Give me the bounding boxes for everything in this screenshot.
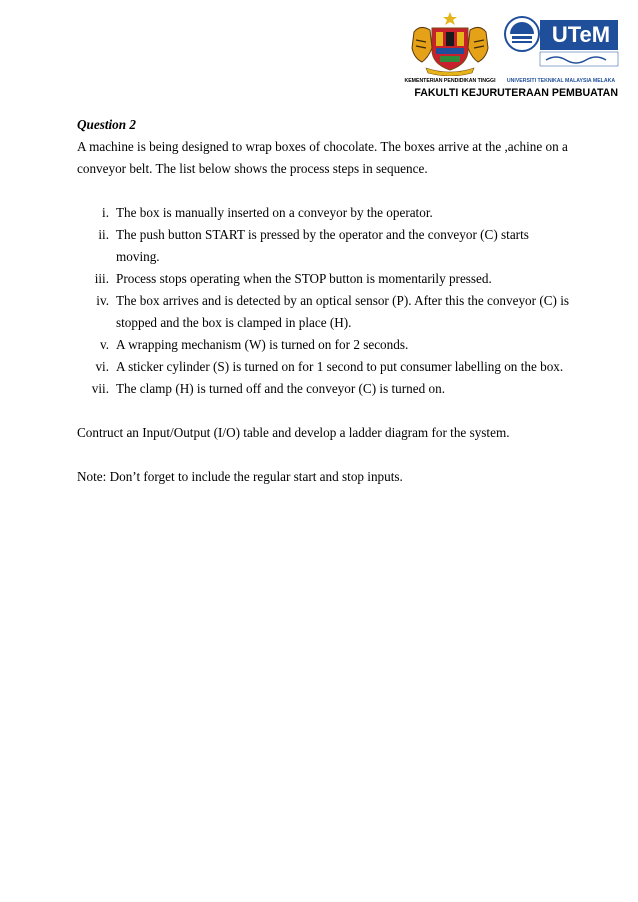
step-text-continued: stopped and the box is clamped in place (H). xyxy=(116,315,352,330)
list-item xyxy=(77,334,577,356)
step-text: A sticker cylinder (S) is turned on for 1 second to put consumer labelling on the box. xyxy=(116,359,564,374)
list-item xyxy=(77,268,577,290)
intro-line-2: conveyor belt. The list below shows the process steps in sequence. xyxy=(77,161,428,176)
step-number: vii. xyxy=(91,381,109,396)
step-text: The clamp (H) is turned off and the conveyor (C) is turned on. xyxy=(116,381,445,396)
step-text: A wrapping mechanism (W) is turned on for 2 seconds. xyxy=(116,337,409,352)
list-item xyxy=(77,202,577,224)
utem-caption: UNIVERSITI TEKNIKAL MALAYSIA MELAKA xyxy=(506,78,616,84)
step-number: iv. xyxy=(96,293,109,308)
step-number: ii. xyxy=(98,227,109,242)
utem-logo xyxy=(502,10,620,84)
step-text: Process stops operating when the STOP button is momentarily pressed. xyxy=(116,271,492,286)
list-item xyxy=(77,356,577,378)
header-logos xyxy=(402,10,620,84)
step-number: v. xyxy=(99,337,109,352)
intro-line-1: A machine is being designed to wrap boxes of chocolate. The boxes arrive at the ,achine on a xyxy=(77,139,568,154)
list-item xyxy=(77,224,577,268)
step-text-continued: moving. xyxy=(116,249,160,264)
step-text: The push button START is pressed by the operator and the conveyor (C) starts xyxy=(116,227,529,242)
note-text: Note: Don’t forget to include the regular start and stop inputs. xyxy=(77,469,403,484)
question-body xyxy=(77,114,577,488)
step-number: vi. xyxy=(95,359,109,374)
step-number: i. xyxy=(102,205,109,220)
step-number: iii. xyxy=(94,271,109,286)
utem-wordmark: UTeM xyxy=(551,22,611,47)
question-title: Question 2 xyxy=(77,117,136,132)
kpt-logo xyxy=(402,10,498,84)
task-instruction: Contruct an Input/Output (I/O) table and develop a ladder diagram for the system. xyxy=(77,425,510,440)
process-steps-list xyxy=(77,202,577,400)
kpt-caption: KEMENTERIAN PENDIDIKAN TINGGI xyxy=(404,78,496,84)
list-item xyxy=(77,378,577,400)
step-text: The box is manually inserted on a conveyor by the operator. xyxy=(116,205,433,220)
list-item xyxy=(77,290,577,334)
coat-of-arms-icon xyxy=(402,10,498,76)
faculty-name: FAKULTI KEJURUTERAAN PEMBUATAN xyxy=(414,87,618,99)
step-text: The box arrives and is detected by an optical sensor (P). After this the conveyor (C) is xyxy=(116,293,570,308)
